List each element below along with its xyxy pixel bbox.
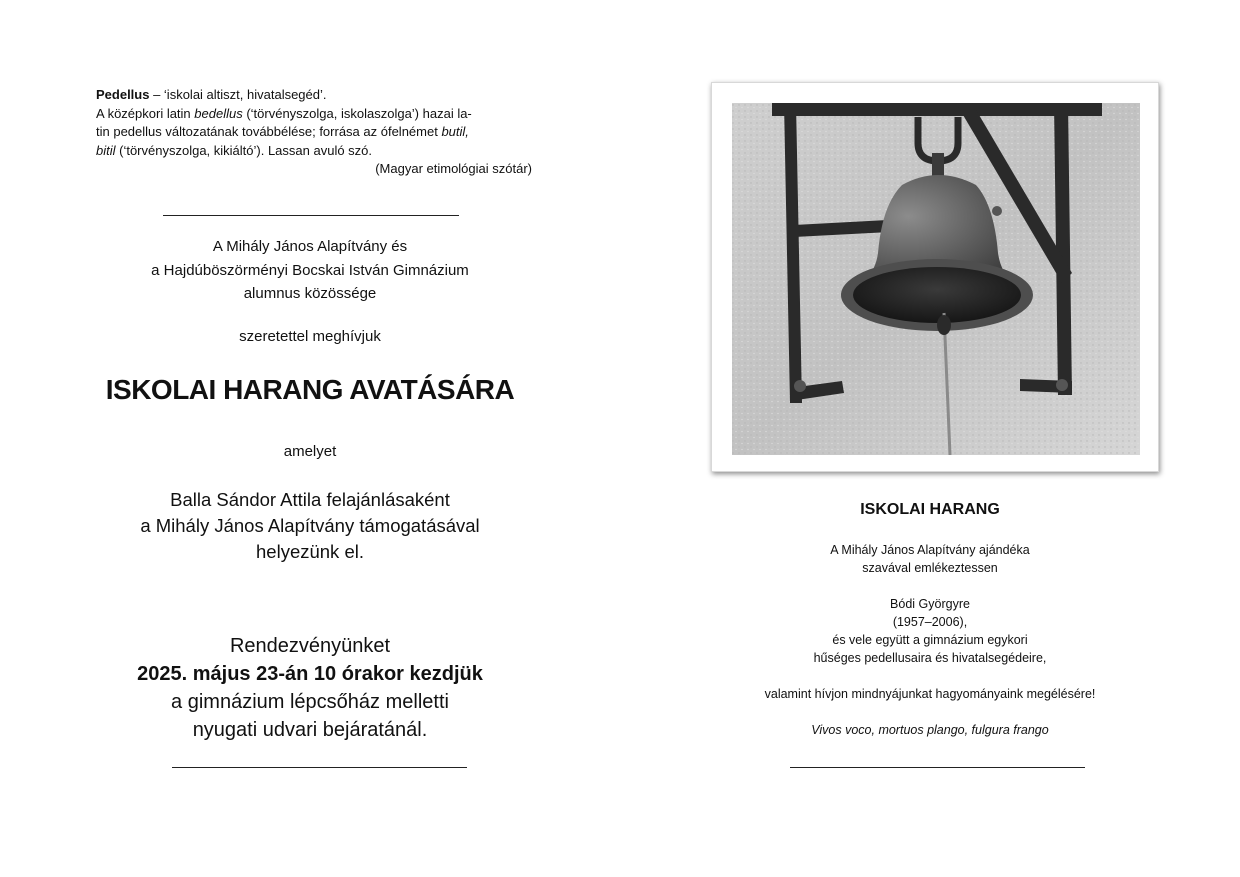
definition-german-word: butil, bbox=[441, 124, 469, 139]
plaque-spacer bbox=[700, 667, 1160, 685]
plaque-title: ISKOLAI HARANG bbox=[860, 501, 1000, 518]
organizer-line: A Mihály János Alapítvány és bbox=[212, 238, 408, 255]
divider-top-left bbox=[163, 215, 459, 216]
definition-german-word: bitil bbox=[96, 142, 116, 158]
definition-line-3 bbox=[96, 123, 536, 142]
bell-photo-frame bbox=[711, 82, 1159, 472]
event-line: Rendezvényünket bbox=[229, 635, 391, 657]
definition-text: (‘törvényszolga, iskolaszolga’) hazai la- bbox=[242, 105, 472, 121]
plaque-motto: Vivos voco, mortuos plango, fulgura frango bbox=[811, 723, 1049, 737]
event-details bbox=[60, 632, 560, 744]
bell-photo bbox=[732, 103, 1140, 455]
divider-bottom-left bbox=[172, 767, 467, 768]
definition-source: (Magyar etimológiai szótár) bbox=[375, 161, 532, 176]
plaque-text bbox=[700, 541, 1160, 739]
divider-bottom-right bbox=[790, 767, 1085, 768]
definition-block bbox=[96, 86, 536, 179]
invite-text: szeretettel meghívjuk bbox=[239, 328, 381, 345]
offer-line: a Mihály János Alapítvány támogatásával bbox=[140, 515, 480, 536]
organizer-line: a Hajdúböszörményi Bocskai István Gimnázium bbox=[151, 261, 469, 279]
definition-line-4 bbox=[96, 142, 536, 161]
amelyet-text: amelyet bbox=[283, 443, 337, 460]
definition-line-2 bbox=[96, 105, 536, 124]
organizer-line: alumnus közössége bbox=[243, 285, 377, 302]
definition-meaning: – ‘iskolai altiszt, hivatalsegéd’. bbox=[149, 87, 327, 102]
definition-term: Pedellus bbox=[96, 87, 150, 102]
plaque-spacer bbox=[700, 577, 1160, 595]
definition-text: (‘törvényszolga, kikiáltó’). Lassan avuló szó. bbox=[115, 142, 373, 158]
offer-block bbox=[60, 487, 560, 565]
definition-text: tin pedellus változatának továbbélése; forrása az ófelnémet bbox=[96, 124, 442, 139]
plaque-line: hűséges pedellusaira és hivatalsegédeire, bbox=[813, 651, 1047, 665]
definition-text: A középkori latin bbox=[96, 105, 195, 121]
plaque-line: és vele együtt a gimnázium egykori bbox=[832, 633, 1028, 647]
plaque-spacer bbox=[700, 703, 1160, 721]
plaque-line: (1957–2006), bbox=[892, 615, 968, 629]
organizers-block bbox=[80, 235, 540, 306]
definition-latin-word: bedellus bbox=[194, 105, 243, 121]
event-line: a gimnázium lépcsőház melletti bbox=[171, 691, 449, 713]
clapper bbox=[937, 315, 951, 335]
event-date: 2025. május 23-án 10 órakor kezdjük bbox=[137, 663, 483, 685]
bell-mouth bbox=[853, 267, 1021, 323]
plaque-line: szavával emlékeztessen bbox=[862, 561, 998, 575]
plaque-line: A Mihály János Alapítvány ajándéka bbox=[830, 543, 1030, 557]
event-line: nyugati udvari bejáratánál. bbox=[192, 719, 428, 741]
event-title: ISKOLAI HARANG AVATÁSÁRA bbox=[105, 374, 515, 405]
plaque-line: Bódi Györgyre bbox=[890, 597, 970, 611]
offer-line: helyezünk el. bbox=[256, 541, 364, 562]
offer-line: Balla Sándor Attila felajánlásaként bbox=[170, 489, 450, 510]
definition-line-1 bbox=[96, 86, 536, 105]
plaque-line: valamint hívjon mindnyájunkat hagyományaink megélésére! bbox=[764, 687, 1096, 701]
